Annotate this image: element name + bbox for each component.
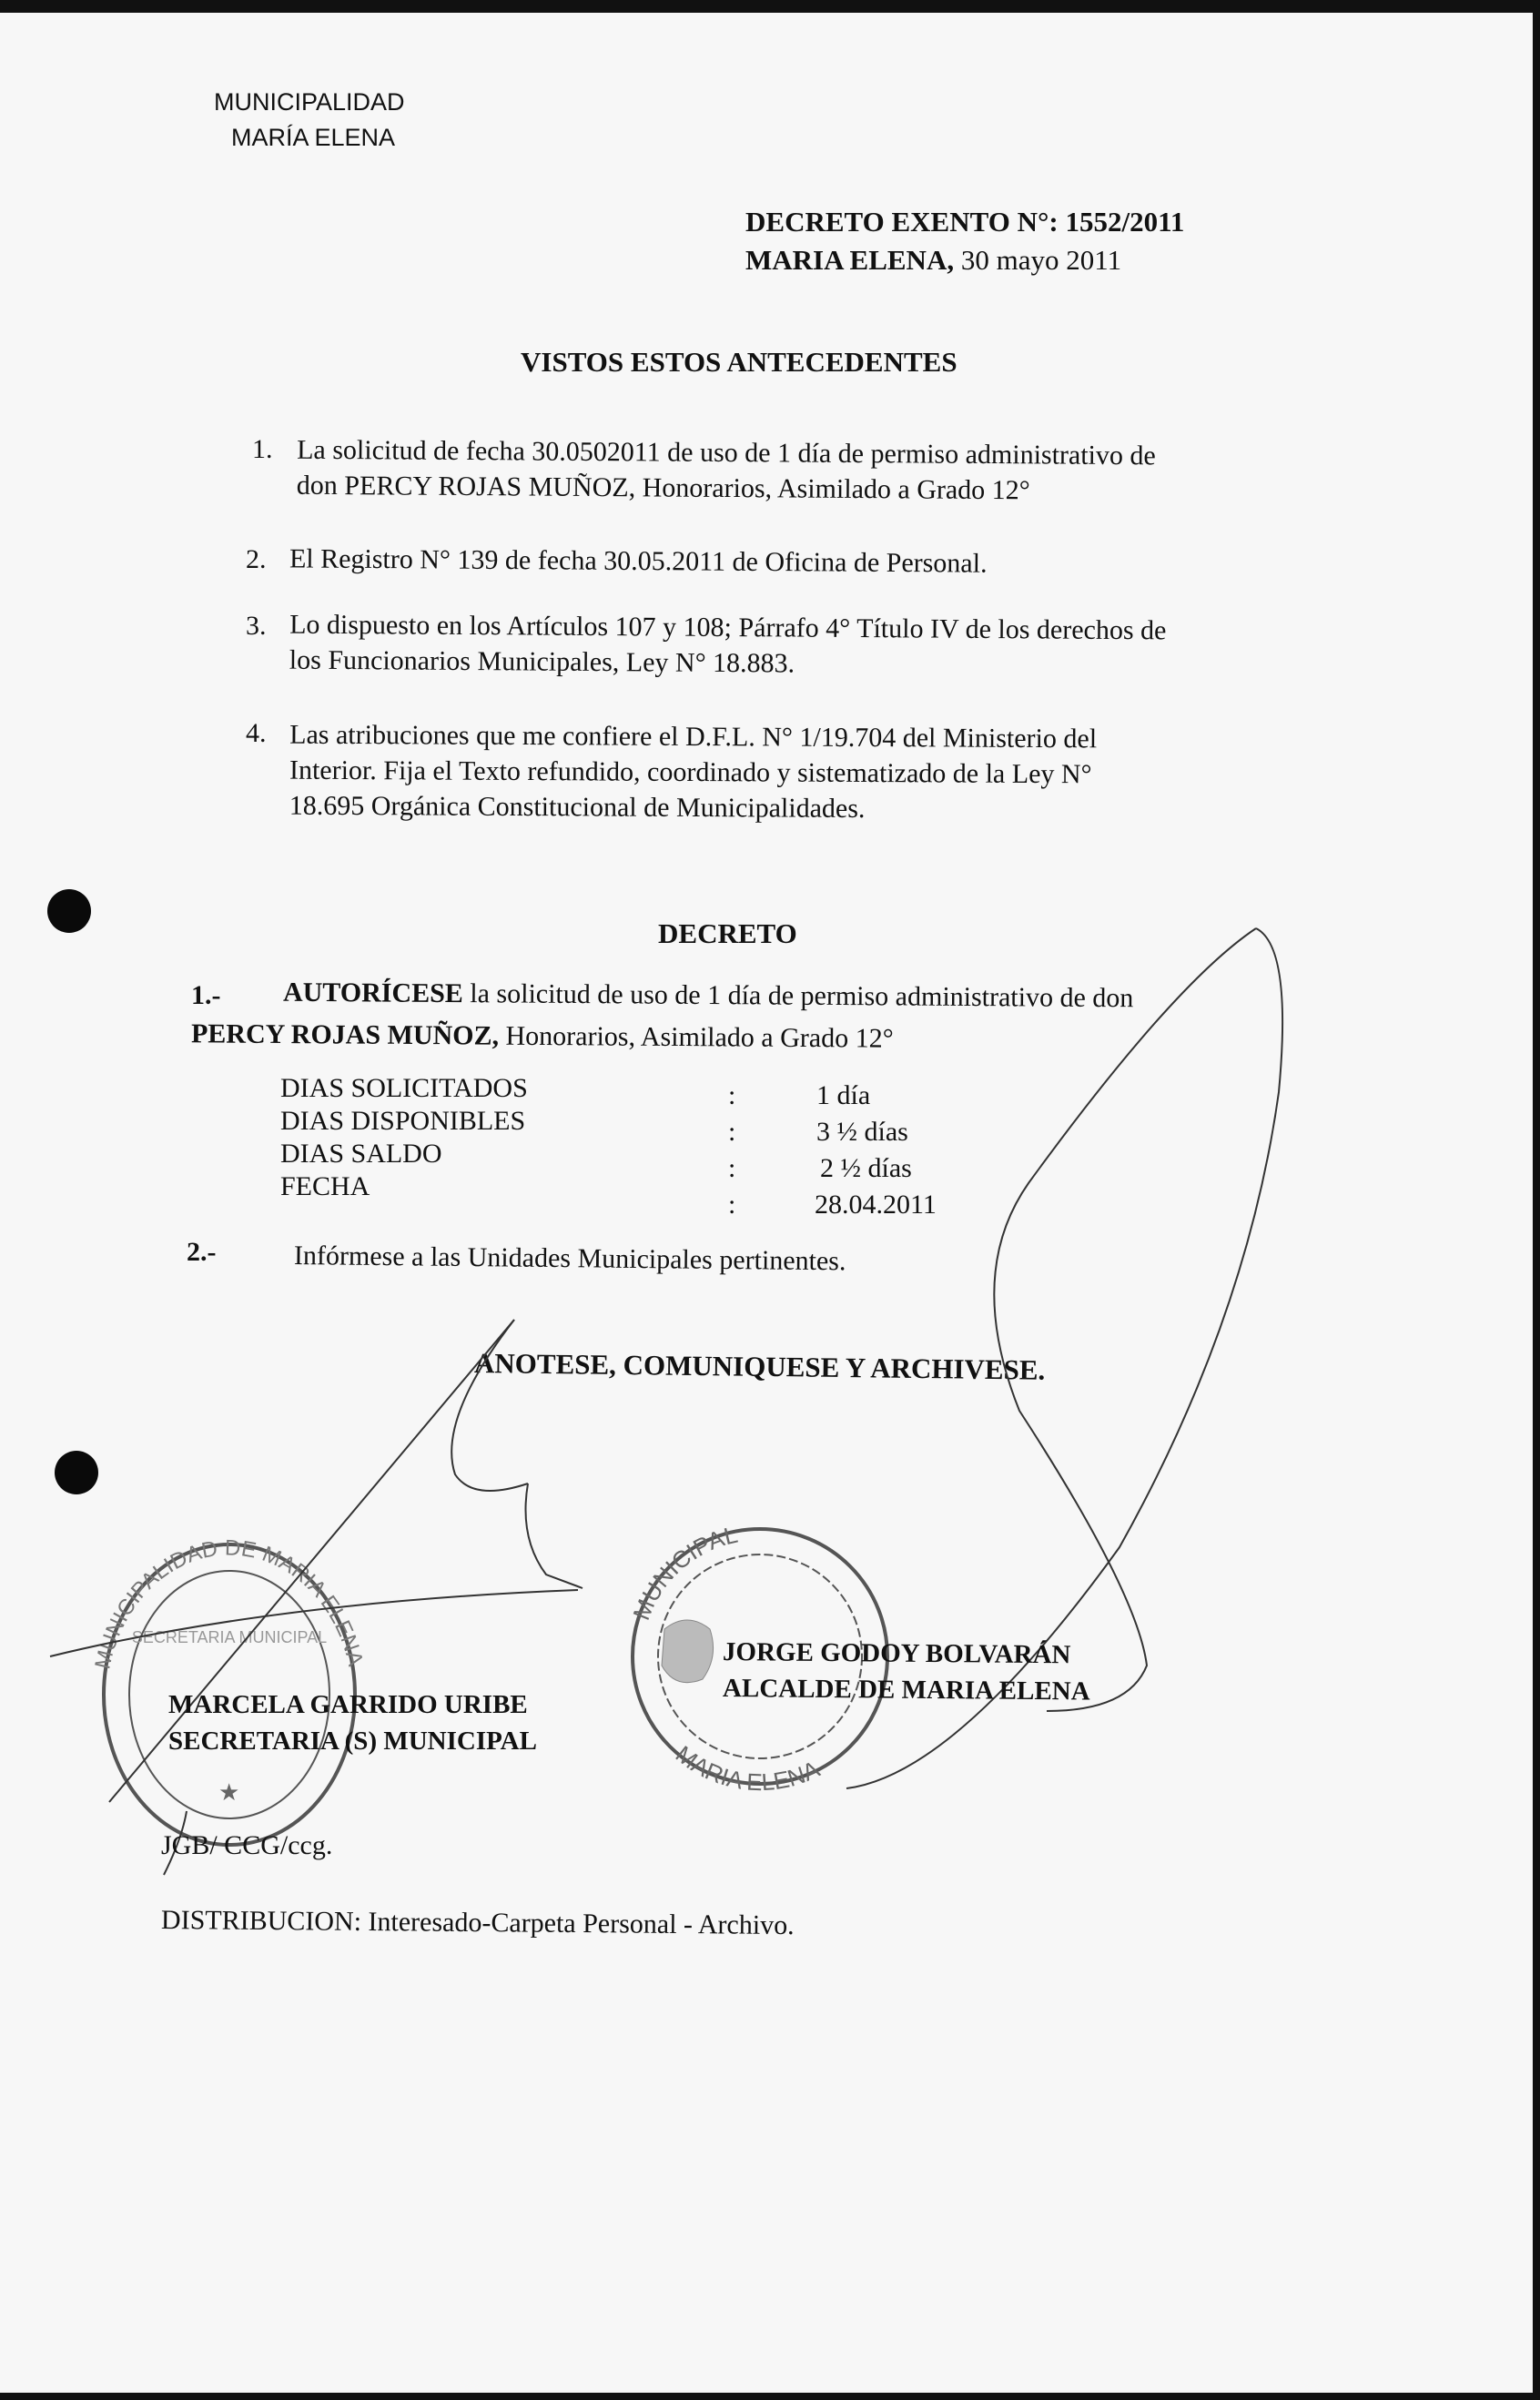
- initials: JGB/ CCG/ccg.: [161, 1830, 333, 1860]
- secretary-name: MARCELA GARRIDO URIBE: [168, 1690, 528, 1719]
- vistos-item: [297, 432, 1156, 510]
- table-colon: :: [728, 1080, 736, 1110]
- vistos-item: [289, 717, 1097, 828]
- distribution: DISTRIBUCION: Interesado-Carpeta Personal - Archivo.: [160, 1905, 795, 1941]
- decree-place-date: [745, 246, 1121, 276]
- right-stamp-top-text: MUNICIPAL: [627, 1520, 741, 1625]
- punch-hole: [55, 1451, 98, 1494]
- decreto-item-2: Infórmese a las Unidades Municipales pertinentes.: [293, 1241, 846, 1277]
- vistos-line: 18.695 Orgánica Constitucional de Municipalidades.: [289, 790, 866, 824]
- punch-hole: [47, 889, 91, 933]
- vistos-line: La solicitud de fecha 30.0502011 de uso de 1 día de permiso administrativo de: [297, 434, 1156, 471]
- vistos-item-number: 1.: [252, 434, 273, 464]
- left-stamp-ring-text: MUNICIPALIDAD DE MARIA ELENA: [90, 1535, 368, 1672]
- vistos-line: don PERCY ROJAS MUÑOZ, Honorarios, Asimilado a Grado 12°: [296, 470, 1030, 506]
- vistos-line: Lo dispuesto en los Artículos 107 y 108; Párrafo 4° Título IV de los derechos de: [289, 609, 1167, 646]
- table-value: 3 ½ días: [816, 1117, 908, 1147]
- table-label: DIAS SOLICITADOS: [280, 1073, 528, 1103]
- svg-text:MUNICIPAL: [627, 1521, 740, 1624]
- org-name: MUNICIPALIDAD: [214, 88, 405, 116]
- employee-name: PERCY ROJAS MUÑOZ,: [190, 1018, 500, 1051]
- authorize-keyword: AUTORÍCESE: [282, 977, 463, 1009]
- vistos-item: [289, 607, 1167, 684]
- star-icon: ★: [218, 1779, 240, 1806]
- vistos-item-number: 3.: [246, 611, 267, 641]
- vistos-item-number: 2.: [246, 544, 267, 574]
- vistos-item-number: 4.: [246, 718, 267, 748]
- vistos-item: [289, 541, 988, 581]
- table-colon: :: [728, 1190, 736, 1220]
- decree-number: DECRETO EXENTO N°: 1552/2011: [745, 206, 1185, 238]
- table-label: DIAS DISPONIBLES: [280, 1106, 526, 1136]
- date: 30 mayo 2011: [960, 244, 1122, 276]
- org-city: MARÍA ELENA: [231, 124, 396, 151]
- table-value: 2 ½ días: [820, 1153, 912, 1183]
- mayor-title: ALCALDE DE MARIA ELENA: [722, 1674, 1090, 1706]
- table-value: 28.04.2011: [815, 1190, 937, 1220]
- secretary-title: SECRETARIA (S) MUNICIPAL: [168, 1727, 537, 1756]
- scan-border-right: [1533, 0, 1540, 2400]
- decreto-text: Honorarios, Asimilado a Grado 12°: [498, 1020, 894, 1054]
- coat-of-arms-icon: [662, 1620, 714, 1683]
- left-stamp-inner-text: SECRETARIA MUNICIPAL: [131, 1628, 328, 1646]
- closing-formula: ANOTESE, COMUNIQUESE Y ARCHIVESE.: [473, 1347, 1046, 1386]
- scan-border-top: [0, 0, 1540, 13]
- vistos-line: Interior. Fija el Texto refundido, coordinado y sistematizado de la Ley N°: [289, 754, 1092, 790]
- right-stamp-bottom-text: MARIA ELENA: [670, 1739, 824, 1797]
- vistos-line: Las atribuciones que me confiere el D.F.L. N° 1/19.704 del Ministerio del: [289, 719, 1098, 754]
- decreto-item-1: [283, 975, 1134, 1017]
- vistos-line: El Registro N° 139 de fecha 30.05.2011 de Oficina de Personal.: [289, 543, 988, 579]
- scan-border-bottom: [0, 2393, 1540, 2400]
- decreto-item-number: 2.-: [187, 1237, 217, 1267]
- table-colon: :: [728, 1117, 736, 1147]
- vistos-line: los Funcionarios Municipales, Ley N° 18.883.: [289, 644, 795, 679]
- table-value: 1 día: [816, 1080, 871, 1110]
- svg-text:MARIA ELENA: [671, 1740, 825, 1796]
- vistos-title: VISTOS ESTOS ANTECEDENTES: [521, 346, 957, 378]
- decreto-item-number: 1.-: [191, 980, 221, 1010]
- svg-text:MUNICIPALIDAD DE MARIA ELENA: [90, 1535, 368, 1671]
- table-label: FECHA: [280, 1171, 370, 1201]
- decreto-item-1-line2: [191, 1016, 894, 1056]
- decreto-title: DECRETO: [658, 917, 797, 949]
- table-label: DIAS SALDO: [280, 1139, 442, 1169]
- decreto-text: la solicitud de uso de 1 día de permiso administrativo de don: [462, 978, 1134, 1014]
- mayor-name: JORGE GODOY BOLVARÁN: [722, 1637, 1071, 1670]
- place: MARIA ELENA,: [745, 244, 955, 276]
- table-colon: :: [728, 1153, 736, 1183]
